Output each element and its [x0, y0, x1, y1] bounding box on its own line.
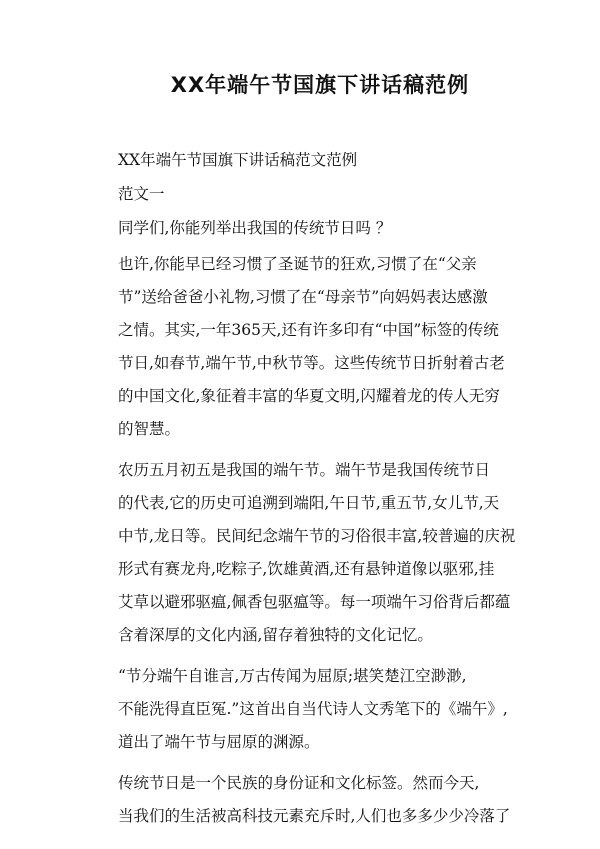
- paragraph-line: 艾草以避邪驱瘟,佩香包驱瘟等。每一项端午习俗背后都蕴: [118, 593, 511, 611]
- paragraph-line: 含着深厚的文化内涵,留存着独特的文化记忆。: [118, 626, 433, 644]
- paragraph-line: 中节,龙日等。民间纪念端午节的习俗很丰富,较普遍的庆祝: [118, 527, 516, 545]
- paragraph-line: 节”送给爸爸小礼物,习惯了在“母亲节”向妈妈表达感激: [118, 288, 488, 306]
- paragraph-line: 之情。其实,一年365天,还有许多印有“中国”标签的传统: [118, 321, 499, 339]
- paragraph-line: 当我们的生活被高科技元素充斥时,人们也多多少少冷落了: [118, 807, 511, 825]
- document-title: XX年端午节国旗下讲话稿范例: [170, 73, 470, 97]
- paragraph-line: 传统节日是一个民族的身份证和文化标签。然而今天,: [118, 774, 480, 792]
- sample-label: 范文一: [118, 185, 165, 203]
- paragraph-1: [80, 248, 522, 446]
- paragraph-line: 的代表,它的历史可追溯到端阳,午日节,重五节,女儿节,天: [118, 494, 500, 512]
- paragraph-line: 也许,你能早已经习惯了圣诞节的狂欢,习惯了在“父亲: [118, 255, 477, 273]
- paragraph-line: 节日,如春节,端午节,中秋节等。这些传统节日折射着古老: [118, 354, 505, 372]
- paragraph-line: 的中国文化,象征着丰富的华夏文明,闪耀着龙的传人无穷: [118, 387, 500, 405]
- paragraph-line: 农历五月初五是我国的端午节。端午节是我国传统节日: [118, 461, 491, 479]
- paragraph-line: 形式有赛龙舟,吃粽子,饮雄黄酒,还有悬钟道像以驱邪,挂: [118, 560, 495, 578]
- paragraph-line: 不能洗得直臣冤.”这首出自当代诗人文秀笔下的《端午》,: [118, 700, 508, 718]
- document-subtitle: XX年端午节国旗下讲话稿范文范例: [118, 151, 358, 169]
- paragraph-line: “节分端午自谁言,万古传闻为屈原;堪笑楚江空渺渺,: [118, 667, 467, 685]
- paragraph-line: 的智慧。: [118, 420, 181, 438]
- paragraph-4: [80, 767, 522, 833]
- paragraph-line: 道出了端午节与屈原的渊源。: [118, 733, 320, 751]
- opening-question: 同学们,你能列举出我国的传统节日吗 ？: [118, 219, 392, 237]
- paragraph-2: [80, 454, 522, 652]
- paragraph-3: [80, 660, 522, 759]
